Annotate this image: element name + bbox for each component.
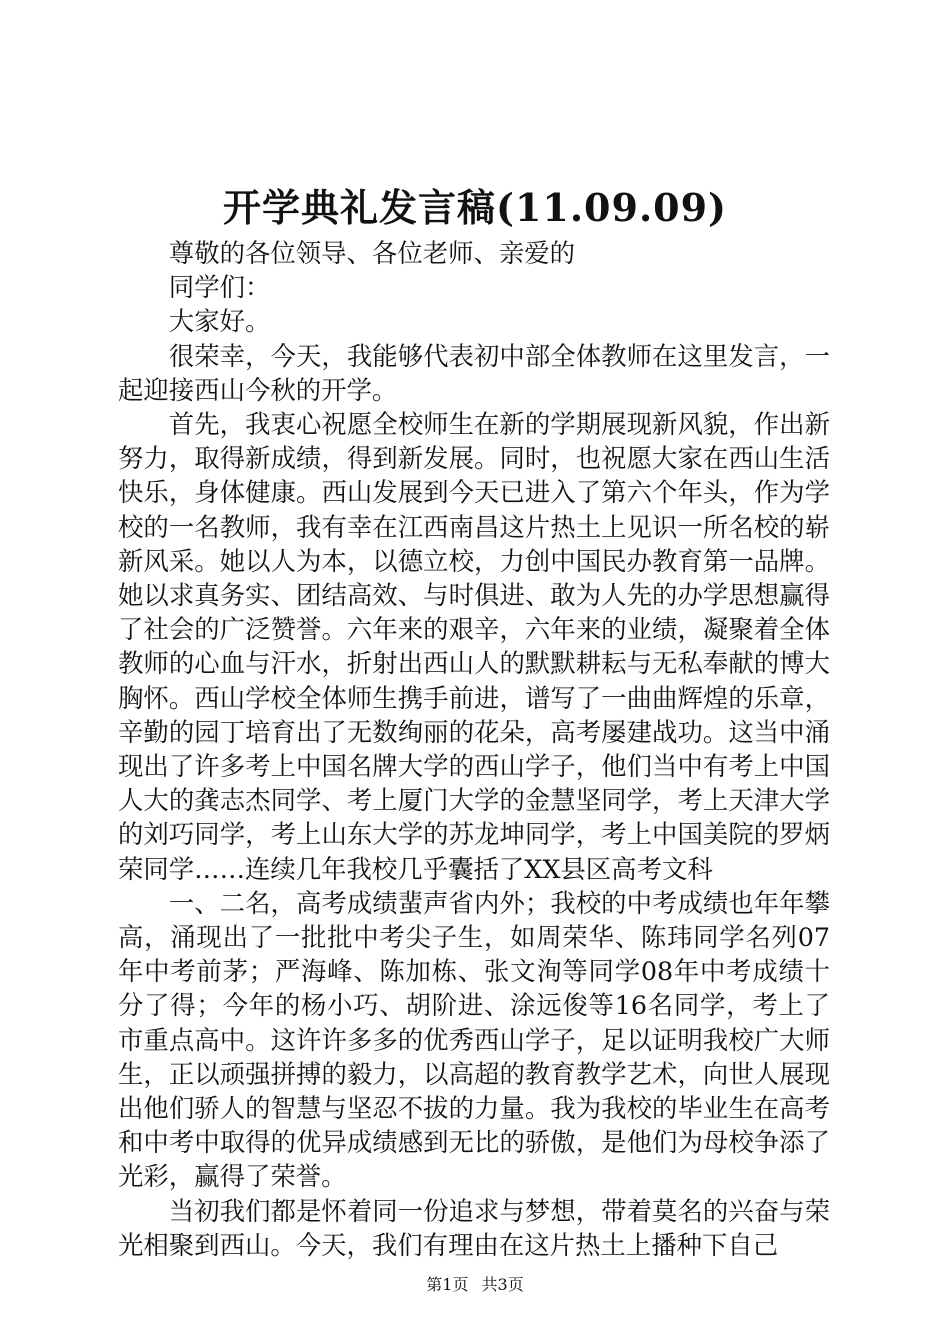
paragraph-salutation: 尊敬的各位领导、各位老师、亲爱的 — [168, 238, 576, 268]
paragraph-greeting: 大家好。 — [168, 306, 271, 337]
document-title: 开学典礼发言稿(11.09.09) — [222, 185, 728, 230]
document-body — [118, 236, 830, 1262]
page-number: 第1页 — [426, 1275, 469, 1294]
page-total: 共3页 — [481, 1275, 524, 1294]
paragraph-body-2: 一、二名，高考成绩蜚声省内外；我校的中考成绩也年年攀高，涌现出了一批批中考尖子生，如周荣华、陈玮同学名列07年中考前茅；严海峰、陈加栋、张文洵等同学08年中考成绩十分了得；今年的杨小巧、胡阶进、涂远俊等16名同学，考上了市重点高中。这许许多多的优秀西山学子，足以证明我校广大师生，正以顽强拼搏的毅力，以高超的教育教学艺术，向世人展现出他们骄人的智慧与坚忍不拔的力量。我为我校的毕业生在高考和中考中取得的优异成绩感到无比的骄傲，是他们为母校争添了光彩，赢得了荣誉。 — [118, 887, 830, 1192]
paragraph-salutation-cont: 同学们： — [168, 272, 271, 303]
page-footer — [0, 1275, 950, 1295]
paragraph-body-1: 首先，我衷心祝愿全校师生在新的学期展现新风貌，作出新努力，取得新成绩，得到新发展。同时，也祝愿大家在西山生活快乐，身体健康。西山发展到今天已进入了第六个年头，作为学校的一名教师，我有幸在江西南昌这片热土上见识一所名校的崭新风采。她以人为本，以德立校，力创中国民办教育第一品牌。她以求真务实、团结高效、与时俱进、敢为人先的办学思想赢得了社会的广泛赞誉。六年来的艰辛，六年来的业绩，凝聚着全体教师的心血与汗水，折射出西山人的默默耕耘与无私奉献的博大胸怀。西山学校全体师生携手前进，谱写了一曲曲辉煌的乐章，辛勤的园丁培育出了无数绚丽的花朵，高考屡建战功。这当中涌现出了许多考上中国名牌大学的西山学子，他们当中有考上中国人大的龚志杰同学、考上厦门大学的金慧坚同学，考上天津大学的刘巧同学，考上山东大学的苏龙坤同学，考上中国美院的罗炳荣同学……连续几年我校几乎囊括了XX县区高考文科 — [118, 409, 830, 884]
paragraph-intro: 很荣幸，今天，我能够代表初中部全体教师在这里发言，一起迎接西山今秋的开学。 — [118, 340, 830, 405]
paragraph-body-3: 当初我们都是怀着同一份追求与梦想，带着莫名的兴奋与荣光相聚到西山。今天，我们有理由在这片热土上播种下自己 — [118, 1195, 830, 1260]
